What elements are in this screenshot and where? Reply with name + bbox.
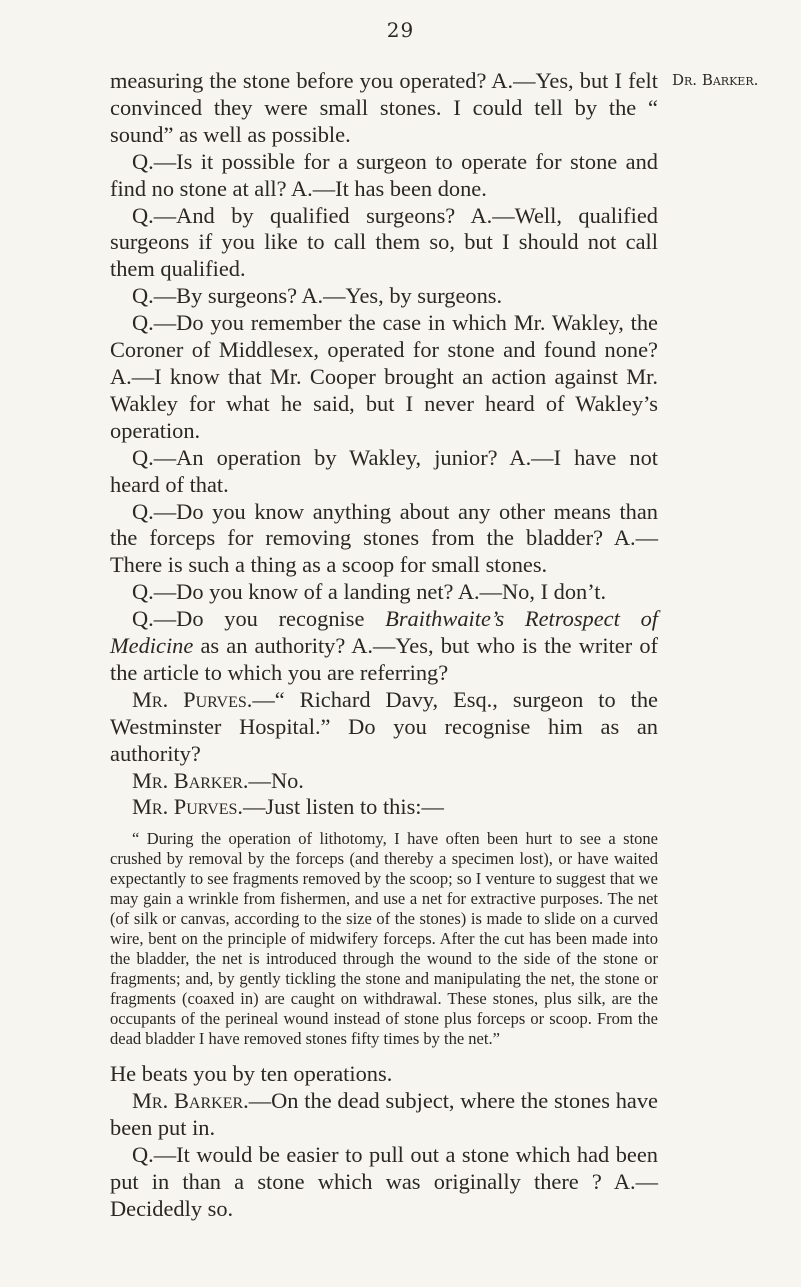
paragraph-text: —On the dead subject, where the stones have been put in. (110, 1088, 658, 1141)
speaker-name: Mr. Barker. (132, 767, 249, 793)
paragraph-text: Q.—Do you recognise (132, 606, 386, 632)
paragraph-text: —No. (248, 767, 304, 793)
paragraph (110, 1088, 658, 1142)
paragraph (110, 794, 658, 821)
paragraph: Q.—Do you remember the case in which Mr. Wakley, the Coroner of Middlesex, operated for stone and found none? A.—I know that Mr. Cooper brought an action against Mr. Wakley for what he said, but I never heard of Wakley’s operation. (110, 310, 658, 443)
paragraph (110, 606, 658, 687)
paragraph (110, 687, 658, 768)
paragraph-text: —“ Richard Davy, Esq., surgeon to the Westminster Hospital.” Do you recognise him as an authority? (110, 686, 658, 766)
speaker-name: Mr. Barker. (132, 1088, 249, 1114)
paragraph (110, 768, 658, 795)
speaker-name: Mr. Purves. (132, 794, 243, 820)
paragraph: Q.—An operation by Wakley, junior? A.—I have not heard of that. (110, 444, 658, 497)
paragraph: Q.—By surgeons? A.—Yes, by surgeons. (132, 283, 503, 309)
page-number: 29 (386, 18, 415, 42)
book-title: Braithwaite’s Retrospect of Medicine (110, 606, 659, 659)
paragraph: Q.—And by qualified surgeons? A.—Well, qualified surgeons if you like to call them so, but I should not call them qualified. (110, 202, 658, 282)
block-quote: “ During the operation of lithotomy, I have often been hurt to see a stone crushed by removal by the forceps (and thereby a specimen lost), or have waited expectantly to see fragments removed by the scoop; so I venture to suggest that we may gain a wrinkle from fishermen, and use a net for extractive purposes. The net (of silk or canvas, according to the size of the stones) is made to slide on a curved wire, bent on the principle of midwifery forceps. After the cut has been made into the bladder, the net is introduced through the wound to the side of the stone or fragments; and, by gently tickling the stone and manipulating the net, the stone or fragments (coaxed in) are caught on withdrawal. These stones, plus silk, are the occupants of the perineal wound instead of stone plus forceps or scoop. From the dead bladder I have removed stones fifty times by the net.” (110, 829, 658, 1049)
paragraph: Q.—It would be easier to pull out a stone which had been put in than a stone which was originally there ? A.—Decidedly so. (110, 1142, 658, 1221)
paragraph: He beats you by ten operations. (110, 1061, 393, 1087)
paragraph: measuring the stone before you operated? A.—Yes, but I felt convinced they were small stones. I could tell by the “ sound” as well as possible. (110, 68, 658, 147)
paragraph: Q.—Is it possible for a surgeon to operate for stone and find no stone at all? A.—It has been done. (110, 148, 658, 201)
speaker-name: Mr. Purves. (132, 686, 253, 712)
paragraph: Q.—Do you know of a landing net? A.—No, I don’t. (132, 579, 607, 605)
paragraph-text: as an authority? A.—Yes, but who is the writer of the article to which you are referring? (110, 633, 658, 685)
paragraph: Q.—Do you know anything about any other means than the forceps for removing stones from the bladder? A.—There is such a thing as a scoop for small stones. (110, 498, 658, 578)
body-text (110, 68, 658, 1223)
margin-speaker-note: Dr. Barker. (672, 71, 759, 89)
paragraph-text: —Just listen to this:— (243, 794, 444, 820)
